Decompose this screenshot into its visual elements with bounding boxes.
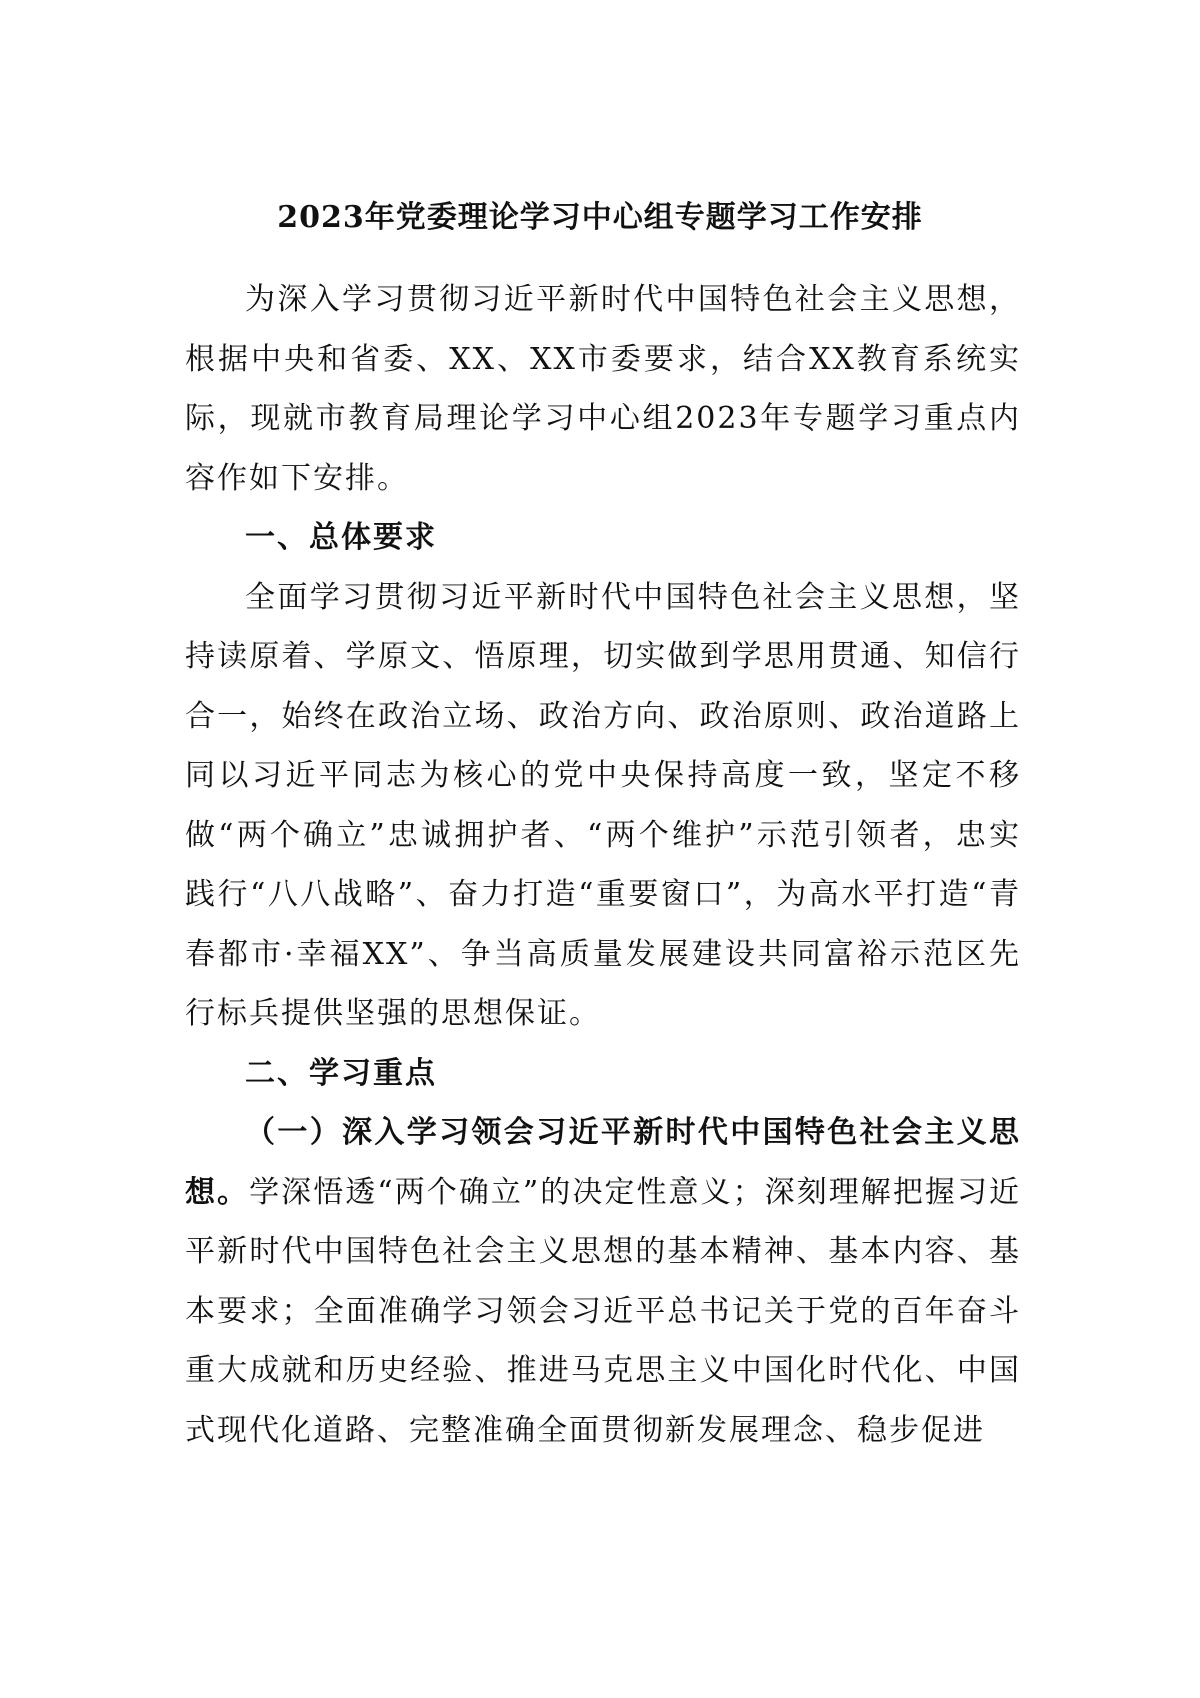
study-focus-item-1-body: 学深悟透“两个确立”的决定性意义；深刻理解把握习近平新时代中国特色社会主义思想的基本精神、基本内容、基本要求；全面准确学习领会习近平总书记关于党的百年奋斗重大成就和历史经验、推进马克思主义中国化时代化、中国式现代化道路、完整准确全面贯彻新发展理念、稳步促进: [185, 1174, 1021, 1448]
general-requirements-paragraph: 全面学习贯彻习近平新时代中国特色社会主义思想，坚持读原着、学原文、悟原理，切实做到学思用贯通、知信行合一，始终在政治立场、政治方向、政治原则、政治道路上同以习近平同志为核心的党中央保持高度一致，坚定不移做“两个确立”忠诚拥护者、“两个维护”示范引领者，忠实践行“八八战略”、奋力打造“重要窗口”，为高水平打造“青春都市·幸福XX”、争当高质量发展建设共同富裕示范区先行标兵提供坚强的思想保证。: [185, 579, 1021, 1031]
study-focus-item-1: [185, 1103, 1021, 1460]
section-heading-general-requirements: 一、总体要求: [245, 520, 437, 555]
study-focus-item-1-lead: （一）深入学习领会习近平新时代中国特色社会主义思想。: [185, 1115, 1021, 1210]
section-heading-study-focus: 二、学习重点: [245, 1055, 437, 1091]
document-body: [185, 270, 1021, 1460]
document-title: 2023年党委理论学习中心组专题学习工作安排: [277, 200, 923, 235]
intro-paragraph: 为深入学习贯彻习近平新时代中国特色社会主义思想，根据中央和省委、XX、XX市委要求，结合XX教育系统实际，现就市教育局理论学习中心组2023年专题学习重点内容作如下安排。: [185, 282, 1021, 496]
